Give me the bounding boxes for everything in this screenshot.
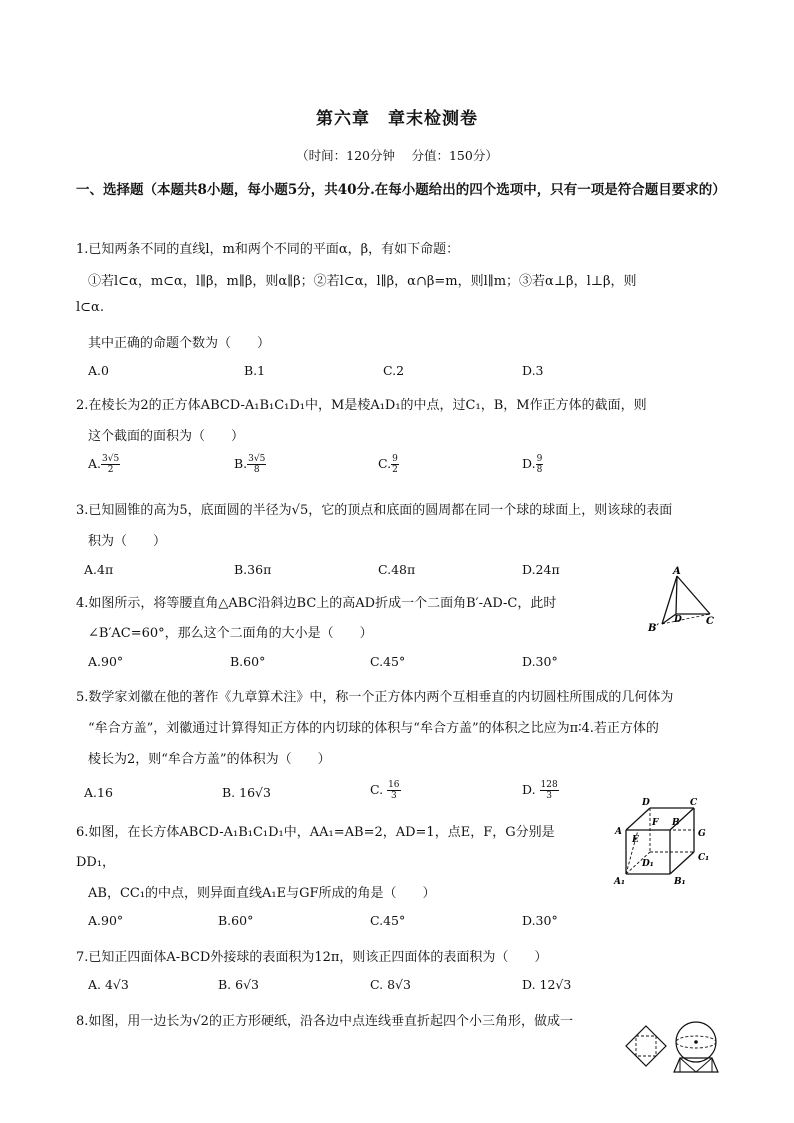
fig-label-d1: D₁ <box>642 859 654 869</box>
q1-propositions: ①若l⊂α，m⊂α，l∥β，m∥β，则α∥β；②若l⊂α，l∥β，α∩β=m，则l∥m；③若α⊥β，l⊥β，则 <box>88 274 637 289</box>
q4-stem-cont: ∠B′AC=60°，那么这个二面角的大小是（ ） <box>88 626 373 641</box>
q4-option-b[interactable]: B.60° <box>230 654 266 669</box>
q7-stem: 7.已知正四面体A-BCD外接球的表面积为12π，则该正四面体的表面积为（ ） <box>76 950 548 965</box>
q3-stem-cont: 积为（ ） <box>88 534 167 549</box>
q4-stem: 4.如图所示，将等腰直角△ABC沿斜边BC上的高AD折成一个二面角B′-AD-C，此时 <box>76 596 557 611</box>
q4-option-a[interactable]: A.90° <box>88 654 124 669</box>
q5-stem: 5.数学家刘徽在他的著作《九章算术注》中，称一个正方体内两个互相垂直的内切圆柱所围成的几何体为 <box>76 690 674 705</box>
q5-option-d[interactable]: D. $\frac{128}{3}$ <box>522 780 558 801</box>
q7-option-a[interactable]: A. 4√3 <box>88 977 129 992</box>
q3-option-d[interactable]: D.24π <box>522 562 560 577</box>
q5-option-a[interactable]: A.16 <box>84 785 113 800</box>
q7-option-d[interactable]: D. 12√3 <box>522 977 572 992</box>
exam-info: （时间：120分钟 分值：150分） <box>296 148 498 163</box>
q1-propositions-cont: l⊂α. <box>76 300 104 315</box>
q1-option-a[interactable]: A.0 <box>88 363 109 378</box>
q3-option-a[interactable]: A.4π <box>84 562 114 577</box>
fig-label-a: A <box>673 566 681 577</box>
q4-option-c[interactable]: C.45° <box>370 654 406 669</box>
q4-option-d[interactable]: D.30° <box>522 654 558 669</box>
fig-label-c1: C₁ <box>698 853 710 863</box>
fig-label-e: E <box>632 835 639 845</box>
q2-option-b[interactable]: B. $\frac{3√5}{8}$ <box>234 454 266 475</box>
fig-label-a: A <box>615 827 622 837</box>
q3-option-b[interactable]: B.36π <box>234 562 272 577</box>
q2-option-d[interactable]: D. $\frac{9}{8}$ <box>522 454 543 475</box>
q8-stem: 8.如图，用一边长为√2的正方形硬纸，沿各边中点连线垂直折起四个小三角形，做成一 <box>76 1014 573 1029</box>
fig-label-b: B <box>672 818 680 828</box>
q7-option-c[interactable]: C. 8√3 <box>370 977 411 992</box>
q4-triangle-figure <box>640 564 720 634</box>
q6-option-d[interactable]: D.30° <box>522 913 558 928</box>
fig-label-c: C <box>706 616 714 627</box>
q3-option-c[interactable]: C.48π <box>378 562 416 577</box>
q6-cuboid-figure <box>612 794 722 890</box>
section-heading: 一、选择题（本题共8小题，每小题5分，共40分.在每小题给出的四个选项中，只有一项是符合题目要求的） <box>76 182 726 198</box>
fig-label-c: C <box>690 798 698 808</box>
q1-question: 其中正确的命题个数为（ ） <box>88 336 271 351</box>
q2-stem: 2.在棱长为2的正方体ABCD-A₁B₁C₁D₁中，M是棱A₁D₁的中点，过C₁，B，M作正方体的截面，则 <box>76 398 647 413</box>
fig-label-d: D <box>674 615 682 625</box>
q5-option-c[interactable]: C. $\frac{16}{3}$ <box>370 780 400 801</box>
q6-stem-cont: DD₁， <box>76 855 116 870</box>
fig-label-f: F <box>652 818 659 828</box>
fig-label-b1: B₁ <box>674 877 686 887</box>
q6-stem: 6.如图，在长方体ABCD-A₁B₁C₁D₁中，AA₁=AB=2，AD=1，点E，F，G分别是 <box>76 825 555 840</box>
q8-paper-figure <box>620 1018 730 1082</box>
q7-option-b[interactable]: B. 6√3 <box>218 977 260 992</box>
q2-stem-cont: 这个截面的面积为（ ） <box>88 429 245 444</box>
q1-stem: 1.已知两条不同的直线l，m和两个不同的平面α，β，有如下命题： <box>76 242 460 257</box>
q1-option-c[interactable]: C.2 <box>383 363 405 378</box>
fig-label-g: G <box>698 829 706 839</box>
q1-option-b[interactable]: B.1 <box>244 363 266 378</box>
q5-stem-cont2: 棱长为2，则“牟合方盖”的体积为（ ） <box>88 752 331 767</box>
q6-option-c[interactable]: C.45° <box>370 913 406 928</box>
q2-option-a[interactable]: A. $\frac{3√5}{2}$ <box>88 454 120 475</box>
q5-stem-cont: “牟合方盖”，刘徽通过计算得知正方体的内切球的体积与“牟合方盖”的体积之比应为π∶4.若正方体的 <box>88 721 659 736</box>
q3-stem: 3.已知圆锥的高为5，底面圆的半径为√5，它的顶点和底面的圆周都在同一个球的球面上，则该球的表面 <box>76 503 673 518</box>
q6-option-a[interactable]: A.90° <box>88 913 124 928</box>
page-title: 第六章 章末检测卷 <box>316 109 478 129</box>
q6-option-b[interactable]: B.60° <box>218 913 254 928</box>
fig-label-a1: A₁ <box>614 877 625 887</box>
q5-option-b[interactable]: B. 16√3 <box>222 785 271 800</box>
q6-stem-cont2: AB，CC₁的中点，则异面直线A₁E与GF所成的角是（ ） <box>88 886 436 901</box>
fig-label-b-prime: B′ <box>648 623 660 634</box>
q2-option-c[interactable]: C. $\frac{9}{2}$ <box>378 454 398 475</box>
fig-label-d: D <box>642 798 650 808</box>
q1-option-d[interactable]: D.3 <box>522 363 544 378</box>
